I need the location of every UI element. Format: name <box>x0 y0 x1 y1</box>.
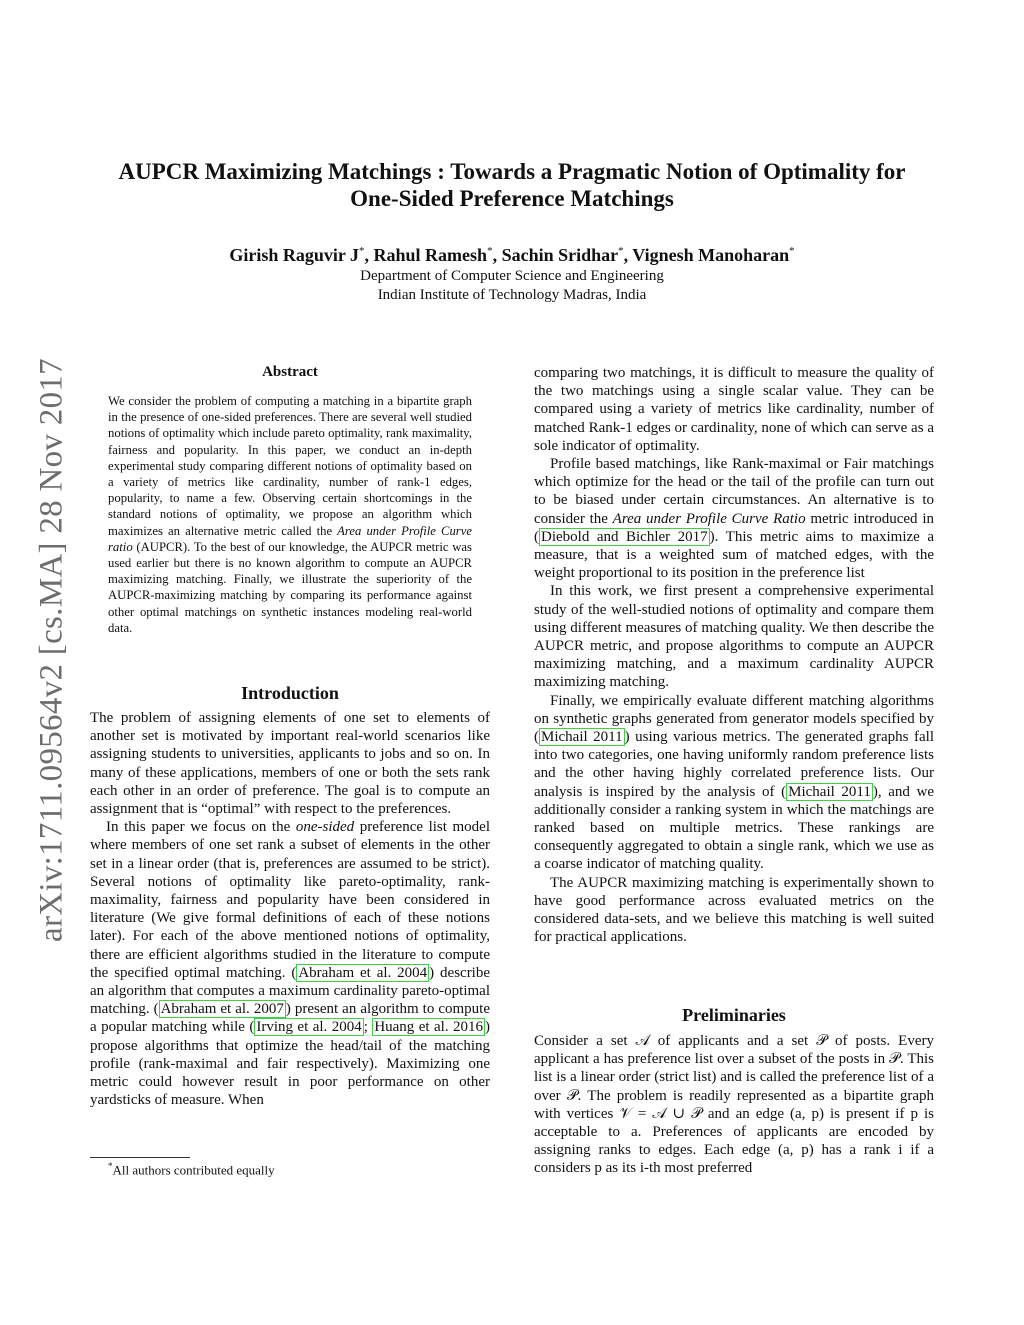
author-list <box>80 245 944 266</box>
author-separator: , <box>364 245 374 265</box>
preliminaries-paragraph: Consider a set 𝒜 of applicants and a set 𝒫 of posts. Every applicant a has preference list over a subset of the posts in 𝒫. This list is a linear order (strict list) and is called the preference list of a over 𝒫. The problem is readily represented as a bipartite graph with vertices 𝒱 = 𝒜 ∪ 𝒫 and an edge (a, p) is present if p is acceptable to a. Preferences of applicants are encoded by assigning ranks to edges. Each edge (a, p) has a rank i if a considers p as its i-th most preferred <box>534 1033 934 1177</box>
right-text: metric introduced in ( <box>534 510 934 545</box>
intro-text: ) describe an algorithm that computes a maximum cardinality pareto-optimal matching. ( <box>90 964 491 1018</box>
abstract-text: (AUPCR). To the best of our knowledge, the AUPCR metric was used earlier but there is no known algorithm to compute an AUPCR maximizing matching. Finally, we illustrate the superiority of the AUPCR-maximizing matching by comparing its performance against other optimal matchings on synthetic instances modeling real-world data. <box>108 539 472 635</box>
preliminaries-body <box>534 1032 934 1178</box>
intro-paragraph-2 <box>90 818 490 1109</box>
citation-link[interactable]: Michail 2011 <box>788 783 871 800</box>
introduction-heading: Introduction <box>241 683 339 703</box>
preliminaries-heading: Preliminaries <box>682 1005 786 1025</box>
footnote-rule <box>90 1157 190 1158</box>
right-text: ) using various metrics. The generated graphs fall into two categories, one having uniformly random preference lists and the other having highly correlated preference lists. Our analysis is inspired by the analysis of ( <box>534 729 934 800</box>
right-text: Finally, we empirically evaluate different matching algorithms on synthetic graphs generated from generator models specified by ( <box>534 692 934 746</box>
intro-text: ; <box>363 1019 373 1036</box>
affiliation-department: Department of Computer Science and Engineering <box>360 268 664 284</box>
footnote-mark: * <box>108 1161 113 1171</box>
abstract-text: We consider the problem of computing a matching in a bipartite graph in the presence of one-sided preferences. There are several well studied notions of optimality which include pareto optimality, rank maximality, fairness and popularity. In this paper, we conduct an in-depth experimental study comparing different notions of optimality based on a variety of metrics like cardinality, number of rank-1 edges, popularity, to name a few. Observing certain shortcomings in the standard notions of optimality, we propose an algorithm which maximizes an alternative metric called the <box>108 394 472 538</box>
right-paragraph-3: In this work, we first present a comprehensive experimental study of the well-studied notions of optimality and compare them using different measures of matching quality. We then describe the AUPCR metric, and propose algorithms to compute an AUPCR maximizing matching, and a maximum cardinality AUPCR maximizing matching. <box>534 583 934 691</box>
author-mark: * <box>487 245 493 257</box>
right-text: ). This metric aims to maximize a measure, that is a weighted sum of matched edges, with the weight proportional to its position in the preference list <box>534 528 934 582</box>
intro-text: In this paper we focus on the <box>106 819 296 836</box>
right-text: ), and we additionally consider a ranking system in which the matchings are ranked based on multiple metrics. These rankings are consequently aggregated to obtain a single rank, which we use as a coarse indicator of matching quality. <box>534 783 934 873</box>
intro-emphasis: one-sided <box>295 819 355 836</box>
intro-text: ) propose algorithms that optimize the head/tail of the matching profile (rank-maximal and fair respectively). Maximizing one metric could however result in poor performance on other yardsticks of measure. When <box>90 1019 490 1109</box>
introduction-body <box>90 709 490 1109</box>
abstract-heading: Abstract <box>262 364 318 380</box>
right-paragraph-1: comparing two matchings, it is difficult to measure the quality of the two matchings using a single scalar value. They can be compared using a variety of metrics like cardinality, number of matched Rank-1 edges or cardinality, none of which can serve as a sole indicator of optimality. <box>534 365 934 454</box>
author-mark: * <box>618 245 624 257</box>
affiliation-institute: Indian Institute of Technology Madras, India <box>377 287 647 303</box>
intro-paragraph-1: The problem of assigning elements of one set to elements of another set is motivated by important real-world scenarios like assigning students to universities, applicants to jobs and so on. In many of these applications, members of one or both the sets rank each other in an order of preference. The goal is to compute an assignment that is “optimal” with respect to the preferences. <box>90 710 490 818</box>
title-line-1: AUPCR Maximizing Matchings : Towards a Pragmatic Notion of Optimality for <box>118 159 906 184</box>
title-line-2: One-Sided Preference Matchings <box>350 186 674 211</box>
author-separator: , <box>623 245 633 265</box>
right-paragraph-2 <box>534 455 934 582</box>
right-emphasis: Area under Profile Curve Ratio <box>612 510 806 527</box>
author-mark: * <box>359 245 365 257</box>
author-separator: , <box>492 245 502 265</box>
author-name: Sachin Sridhar <box>501 245 619 265</box>
citation-link[interactable]: Abraham et al. 2007 <box>160 1001 284 1018</box>
right-paragraph-4 <box>534 692 934 874</box>
author-name: Rahul Ramesh <box>373 245 488 265</box>
intro-text: ) present an algorithm to compute a popular matching while ( <box>90 1001 490 1036</box>
intro-text: preference list model where members of one set rank a subset of elements in the other set in a linear order (that is, preferences are assumed to be strict). Several notions of optimality like pareto-optimality, rank-maximality, fairness and popularity have been considered in literature (We give formal definitions of each of these notions later). For each of the above mentioned notions of optimality, there are efficient algorithms studied in the literature to compute the specified optimal matching. ( <box>90 819 490 981</box>
author-name: Vignesh Manoharan <box>632 245 790 265</box>
paper-title <box>80 158 944 212</box>
right-column-body <box>534 364 934 947</box>
right-paragraph-5: The AUPCR maximizing matching is experimentally shown to have good performance across evaluated metrics on the considered data-sets, and we believe this matching is well suited for practical applications. <box>534 874 934 946</box>
abstract-emphasis: Area under Profile Curve ratio <box>108 523 472 554</box>
citation-link[interactable]: Irving et al. 2004 <box>256 1019 362 1036</box>
footnote <box>108 1161 275 1178</box>
citation-link[interactable]: Abraham et al. 2004 <box>298 964 428 981</box>
author-mark: * <box>789 245 795 257</box>
author-name: Girish Raguvir J <box>229 245 360 265</box>
abstract-body <box>108 393 472 636</box>
arxiv-identifier-stamp: arXiv:1711.09564v2 [cs.MA] 28 Nov 2017 <box>33 358 70 942</box>
citation-link[interactable]: Huang et al. 2016 <box>374 1019 483 1036</box>
right-text: Profile based matchings, like Rank-maximal or Fair matchings which optimize for the head or the tail of the profile can turn out to be biased under certain circumstances. An alternative is to consider the <box>534 456 934 527</box>
citation-link[interactable]: Diebold and Bichler 2017 <box>541 528 708 545</box>
footnote-text: All authors contributed equally <box>112 1162 275 1178</box>
citation-link[interactable]: Michail 2011 <box>541 729 623 746</box>
